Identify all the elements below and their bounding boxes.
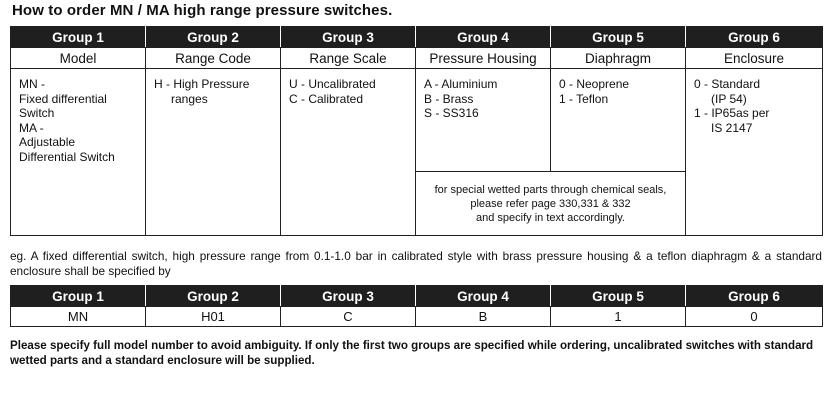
option-line: MA - <box>19 120 44 135</box>
example-header-row <box>11 286 823 307</box>
options-row <box>11 69 823 172</box>
option-line: H - High Pressure <box>154 77 250 91</box>
example-group-2-value: H01 <box>146 307 281 327</box>
example-group-3-value: C <box>281 307 416 327</box>
option-line: 1 - IP65as per <box>694 106 770 120</box>
option-line: ranges <box>171 91 208 106</box>
option-line: A - Aluminium <box>424 77 498 91</box>
example-group-2-header: Group 2 <box>146 286 281 307</box>
enclosure-subheader: Enclosure <box>686 48 823 69</box>
example-group-6-value: 0 <box>686 307 823 327</box>
option-line: 0 - Standard <box>694 77 761 91</box>
option-line: MN - <box>19 77 45 91</box>
group-3-header: Group 3 <box>281 27 416 48</box>
range-scale-subheader: Range Scale <box>281 48 416 69</box>
group-1-options <box>11 69 146 236</box>
order-options-table <box>10 26 823 236</box>
option-line: S - SS316 <box>424 106 479 120</box>
example-group-5-value: 1 <box>551 307 686 327</box>
group-4-header: Group 4 <box>416 27 551 48</box>
option-line: 1 - Teflon <box>559 91 609 106</box>
model-subheader: Model <box>11 48 146 69</box>
example-values-row <box>11 307 823 327</box>
note-line: and specify in text accordingly. <box>476 211 625 224</box>
example-group-1-value: MN <box>11 307 146 327</box>
option-line: 0 - Neoprene <box>559 77 630 91</box>
example-code-table <box>10 285 823 327</box>
subheader-row <box>11 48 823 69</box>
example-group-3-header: Group 3 <box>281 286 416 307</box>
option-line: B - Brass <box>424 91 474 106</box>
option-line: Fixed differential <box>19 91 107 106</box>
example-group-4-value: B <box>416 307 551 327</box>
special-wetted-parts-note <box>416 172 686 236</box>
option-line: Switch <box>19 106 55 120</box>
group-2-header: Group 2 <box>146 27 281 48</box>
footer-note: Please specify full model number to avoid ambiguity. If only the first two groups are specified while ordering, uncalibrated switches with standard wetted parts and a standard enclosure will be supplied. <box>10 339 814 367</box>
group-5-options <box>551 69 686 172</box>
option-line: Adjustable <box>19 135 76 149</box>
pressure-housing-subheader: Pressure Housing <box>416 48 551 69</box>
option-line: (IP 54) <box>711 91 747 106</box>
group-3-options <box>281 69 416 236</box>
example-text: eg. A fixed differential switch, high pressure range from 0.1-1.0 bar in calibrated style with brass pressure housing & a teflon diaphragm & a standard enclosure shall be specified by <box>10 249 822 278</box>
group-6-options <box>686 69 823 236</box>
group-1-header: Group 1 <box>11 27 146 48</box>
group-5-header: Group 5 <box>551 27 686 48</box>
example-group-6-header: Group 6 <box>686 286 823 307</box>
example-group-1-header: Group 1 <box>11 286 146 307</box>
example-group-5-header: Group 5 <box>551 286 686 307</box>
group-6-header: Group 6 <box>686 27 823 48</box>
note-line: please refer page 330,331 & 332 <box>470 197 631 210</box>
group-header-row <box>11 27 823 48</box>
option-line: IS 2147 <box>711 120 753 135</box>
group-4-options <box>416 69 551 172</box>
page-title: How to order MN / MA high range pressure switches. <box>12 2 393 19</box>
note-line: for special wetted parts through chemical seals, <box>434 183 667 196</box>
diaphragm-subheader: Diaphragm <box>551 48 686 69</box>
example-group-4-header: Group 4 <box>416 286 551 307</box>
option-line: C - Calibrated <box>289 91 364 106</box>
group-2-options <box>146 69 281 236</box>
range-code-subheader: Range Code <box>146 48 281 69</box>
option-line: U - Uncalibrated <box>289 77 376 91</box>
option-line: Differential Switch <box>19 149 115 164</box>
